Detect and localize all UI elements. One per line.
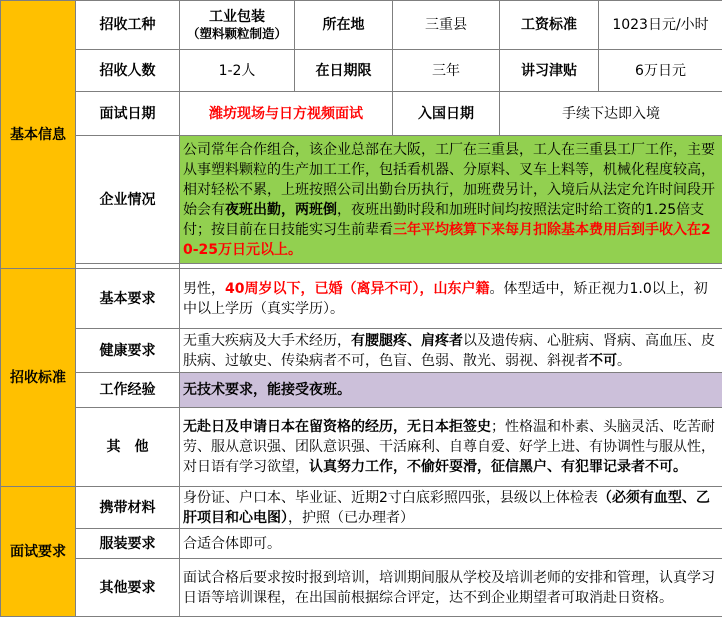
salary-value: 1023日元/小时: [599, 1, 722, 50]
row-other: [1, 408, 722, 487]
basic-req-2: 。体型适中，矫正视力1.0以上，初中以上学历（真实学历）。: [183, 280, 708, 317]
headcount-label: 招收人数: [76, 50, 180, 92]
company-text-bold: 夜班出勤，两班倒: [225, 201, 337, 218]
job-type-main: 工业包装: [209, 9, 265, 25]
row-company: [1, 136, 722, 264]
materials-value: [180, 487, 722, 529]
salary-label: 工资标准: [500, 1, 599, 50]
basic-req-1: 男性，: [183, 280, 225, 297]
basic-req-red: 40周岁以下，已婚（离异不可），山东户籍: [225, 280, 490, 297]
health-bold: 有腰腿疼、肩疼者: [351, 332, 463, 349]
other-1: ；性格温和朴素、头脑灵活、吃苦耐劳、服从意识强、团队意识强、干活麻利、自尊自爱、好学上进、有协调性与服从性，对日语有学习欲望，: [183, 419, 715, 475]
health-1: 无重大疾病及大手术经历，: [183, 332, 351, 349]
other-bold: 无赴日及申请日本在留资格的经历，无日本拒签史: [183, 419, 491, 435]
materials-1: 身份证、户口本、毕业证、近期2寸白底彩照四张，县级以上体检表: [183, 489, 598, 506]
row-dress: [1, 529, 722, 559]
other-label: 其 他: [76, 408, 180, 487]
section-criteria: 招收标准: [1, 269, 76, 487]
row-basic-req: [1, 269, 722, 329]
other-value: [180, 408, 722, 487]
basic-req-label: 基本要求: [76, 269, 180, 329]
materials-label: 携带材料: [76, 487, 180, 529]
work-label: 工作经验: [76, 373, 180, 408]
location-label: 所在地: [295, 1, 393, 50]
interview-value: 潍坊现场与日方视频面试: [180, 92, 393, 136]
materials-2: ，护照（已办理者）: [288, 509, 414, 526]
materials-bold: （必须有血型、乙肝项目和心电图）: [183, 489, 710, 526]
job-type-value: [180, 1, 295, 50]
entry-label: 入国日期: [393, 92, 500, 136]
other-req-label: 其他要求: [76, 559, 180, 617]
health-2: 以及遗传病、心脏病、肾病、高血压、皮肤病、过敏史、传染病者不可，色盲、色弱、散光、弱视、斜视者: [183, 332, 715, 369]
row-work: [1, 373, 722, 408]
basic-req-value: [180, 269, 722, 329]
row-interview: [1, 92, 722, 136]
other-req-value: 面试合格后要求按时报到培训，培训期间服从学校及培训老师的安排和管理，认真学习日语等培训课程，在出国前根据综合评定，达不到企业期望者可取消赴日资格。: [180, 559, 722, 617]
section-interview-req: 面试要求: [1, 487, 76, 617]
health-value: [180, 329, 722, 373]
other-bold-2: 认真努力工作，不偷奸耍滑，征信黑户、有犯罪记录者不可。: [309, 459, 687, 475]
company-text-1: 公司常年合作组合，该企业总部在大阪，工厂在三重县，工人在三重县工厂工作，主要从事塑料颗粒的生产加工工作，包括看机器、分原料、叉车上料等，机械化程度较高，相对轻松不累，上班按照公司出勤台历执行，加班费另计，入境后从法定允许时间段开始会有: [183, 141, 715, 218]
allowance-label: 讲习津贴: [500, 50, 599, 92]
job-type-sub: （塑料颗粒制造）: [186, 26, 287, 41]
row-other-req: [1, 559, 722, 617]
headcount-value: 1-2人: [180, 50, 295, 92]
location-value: 三重县: [393, 1, 500, 50]
dress-value: 合适合体即可。: [180, 529, 722, 559]
job-type-label: 招收工种: [76, 1, 180, 50]
work-value: 无技术要求，能接受夜班。: [180, 373, 722, 408]
company-text-red: 三年平均核算下来每月扣除基本费用后到手收入在20-25万日元以上。: [183, 221, 711, 258]
term-label: 在日期限: [295, 50, 393, 92]
dress-label: 服装要求: [76, 529, 180, 559]
interview-label: 面试日期: [76, 92, 180, 136]
row-job-type: [1, 1, 722, 50]
entry-value: 手续下达即入境: [500, 92, 722, 136]
row-health: [1, 329, 722, 373]
term-value: 三年: [393, 50, 500, 92]
company-text-2: ，夜班出勤时段和加班时间均按照法定时给工资的1.25倍支付；按目前在日技能实习生前辈看: [183, 201, 705, 238]
company-description: [180, 136, 722, 264]
health-3: 。: [617, 352, 631, 369]
allowance-value: 6万日元: [599, 50, 722, 92]
row-materials: [1, 487, 722, 529]
company-label: 企业情况: [76, 136, 180, 264]
health-bold-2: 不可: [589, 352, 617, 369]
section-basic-info: 基本信息: [1, 1, 76, 269]
health-label: 健康要求: [76, 329, 180, 373]
row-headcount: [1, 50, 722, 92]
